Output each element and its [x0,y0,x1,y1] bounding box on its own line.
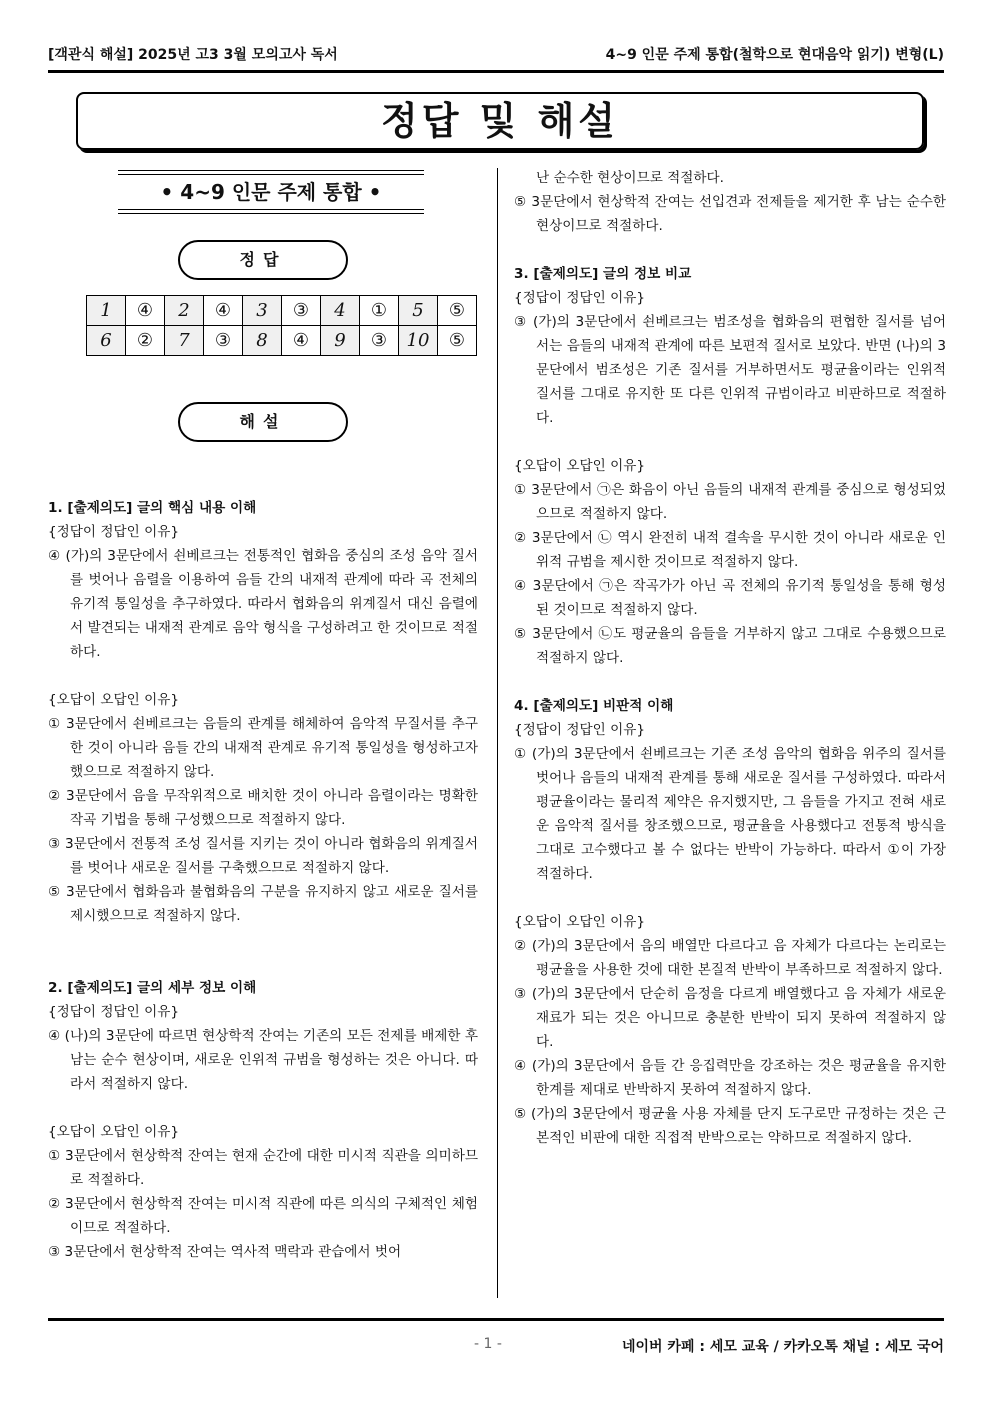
header-right: 4~9 인문 주제 통합(철학으로 현대음악 읽기) 변형(L) [605,47,944,63]
section-title-box [118,170,424,214]
right-label: {정답이 정답인 이유} [514,722,645,738]
title-box [76,92,924,150]
wrong-explanation: ③ (가)의 3문단에서 단순히 음정을 다르게 배열했다고 음 자체가 새로운 재료가 되는 것은 아니므로 충분한 반박이 되지 못하여 적절하지 않다. [514,986,946,1050]
q-number: 10 [399,326,438,356]
right-label: {정답이 정답인 이유} [48,524,179,540]
wrong-explanation: ④ 3문단에서 ㉠은 작곡가가 아닌 곡 전체의 유기적 통일성을 통해 형성된 것이므로 적절하지 않다. [514,578,946,618]
q-number: 6 [87,326,126,356]
answer-label: 정답 [239,250,287,269]
right-explanation: ④ (나)의 3문단에 따르면 현상학적 잔여는 기존의 모든 전제를 배제한 후 남는 순수 현상이며, 새로운 인위적 규범을 형성하는 것은 아니다. 따라서 적절하지 않다. [48,1028,478,1092]
wrong-explanation: ① 3문단에서 쇤베르크는 음들의 관계를 해체하여 음악적 무질서를 추구한 것이 아니라 음들 간의 내재적 관계로 유기적 통일성을 형성하고자 했으므로 적절하지 않다. [48,716,478,780]
right-label: {정답이 정답인 이유} [48,1004,179,1020]
q-answer: ⑤ [438,296,477,326]
q-number: 3 [243,296,282,326]
q-number: 1 [87,296,126,326]
right-column [514,166,946,1150]
q-answer: ④ [204,296,243,326]
q-answer: ③ [204,326,243,356]
right-explanation: ① (가)의 3문단에서 쇤베르크는 기존 조성 음악의 협화음 위주의 질서를 벗어나 음들의 내재적 관계를 통해 새로운 질서를 구성하였다. 따라서 평균율이라는 물리적 제약은 유지했지만, 그 음들을 가지고 전혀 새로운 음악적 질서를 창조했으므로, 평균율을 사용했다고 전통적 방식을 그대로 고수했다고 볼 수 없다는 반박이 가능하다. 따라서 ①이 가장 적절하다. [514,746,946,882]
right-explanation: ③ (가)의 3문단에서 쇤베르크는 범조성을 협화음의 편협한 질서를 넘어서는 음들의 내재적 관계에 따른 보편적 질서로 보았다. 반면 (나)의 3문단에서 범조성은 기존 질서를 거부하면서도 평균율이라는 인위적 질서를 그대로 유지한 또 다른 인위적 규범이라고 비판하므로 적절하다. [514,314,946,426]
question-title: 3. [출제의도] 글의 정보 비교 [514,266,692,282]
answer-table [86,295,477,356]
column-divider [497,168,498,1298]
question-title: 4. [출제의도] 비판적 이해 [514,698,674,714]
footer-credit: 네이버 카페 : 세모 교육 / 카카오톡 채널 : 세모 국어 [621,1339,944,1355]
q-answer: ④ [126,296,165,326]
section-title: • 4~9 인문 주제 통합 • [160,180,382,204]
wrong-explanation: ③ 3문단에서 전통적 조성 질서를 지키는 것이 아니라 협화음의 위계질서를 벗어나 새로운 질서를 구축했으므로 적절하지 않다. [48,836,478,876]
question-title: 1. [출제의도] 글의 핵심 내용 이해 [48,500,257,516]
wrong-explanation: ⑤ 3문단에서 현상학적 잔여는 선입견과 전제들을 제거한 후 남는 순수한 현상이므로 적절하다. [514,194,946,234]
header-left: [객관식 해설] 2025년 고3 3월 모의고사 독서 [48,47,338,63]
right-label: {정답이 정답인 이유} [514,290,645,306]
wrong-explanation: ① 3문단에서 현상학적 잔여는 현재 순간에 대한 미시적 직관을 의미하므로 적절하다. [48,1148,478,1188]
q-answer: ② [126,326,165,356]
q-answer: ① [360,296,399,326]
answer-row [87,296,477,326]
wrong-explanation: ⑤ 3문단에서 ㉡도 평균율의 음들을 거부하지 않고 그대로 수용했으므로 적절하지 않다. [514,626,946,666]
wrong-explanation: ② 3문단에서 현상학적 잔여는 미시적 직관에 따른 의식의 구체적인 체험이므로 적절하다. [48,1196,478,1236]
wrong-explanation: ② 3문단에서 음을 무작위적으로 배치한 것이 아니라 음렬이라는 명확한 작곡 기법을 통해 구성했으므로 적절하지 않다. [48,788,478,828]
question-title: 2. [출제의도] 글의 세부 정보 이해 [48,980,257,996]
q-number: 2 [165,296,204,326]
wrong-label: {오답이 오답인 이유} [48,1124,179,1140]
wrong-explanation: ③ 3문단에서 현상학적 잔여는 역사적 맥락과 관습에서 벗어 [48,1244,402,1260]
q-answer: ③ [282,296,321,326]
q-number: 5 [399,296,438,326]
q-answer: ⑤ [438,326,477,356]
wrong-explanation: ② 3문단에서 ㉡ 역시 완전히 내적 결속을 무시한 것이 아니라 새로운 인위적 규범을 제시한 것이므로 적절하지 않다. [514,530,946,570]
wrong-label: {오답이 오답인 이유} [514,914,645,930]
q-answer: ④ [282,326,321,356]
q-number: 9 [321,326,360,356]
page-title: 정답 및 해설 [381,99,619,143]
wrong-explanation: ② (가)의 3문단에서 음의 배열만 다르다고 음 자체가 다르다는 논리로는 평균율을 사용한 것에 대한 본질적 반박이 부족하므로 적절하지 않다. [514,938,946,978]
page-header [48,40,944,68]
wrong-explanation: ⑤ 3문단에서 협화음과 불협화음의 구분을 유지하지 않고 새로운 질서를 제시했으므로 적절하지 않다. [48,884,478,924]
wrong-explanation: ⑤ (가)의 3문단에서 평균율 사용 자체를 단지 도구로만 규정하는 것은 근본적인 비판에 대한 직접적 반박으로는 약하므로 적절하지 않다. [514,1106,946,1146]
left-column [48,496,478,1264]
explain-pill [178,402,348,442]
page-number: - 1 - [474,1336,502,1352]
wrong-label: {오답이 오답인 이유} [514,458,645,474]
wrong-explanation: ① 3문단에서 ㉠은 화음이 아닌 음들의 내재적 관계를 중심으로 형성되었으므로 적절하지 않다. [514,482,946,522]
right-explanation: ④ (가)의 3문단에서 쇤베르크는 전통적인 협화음 중심의 조성 음악 질서를 벗어나 음렬을 이용하여 음들 간의 내재적 관계에 따라 곡 전체의 유기적 통일성을 추구하였다. 따라서 협화음의 위계질서 대신 음렬에서 발견되는 내재적 관계로 음악 형식을 구성하려고 한 것이므로 적절하다. [48,548,478,660]
wrong-explanation: ④ (가)의 3문단에서 음들 간 응집력만을 강조하는 것은 평균율을 유지한 한계를 제대로 반박하지 못하여 적절하지 않다. [514,1058,946,1098]
wrong-explanation-continued: 난 순수한 현상이므로 적절하다. [536,170,724,186]
answer-pill [178,240,348,280]
q-answer: ③ [360,326,399,356]
header-rule [48,70,944,73]
explain-label: 해설 [239,412,287,431]
q-number: 8 [243,326,282,356]
footer-rule [48,1318,944,1321]
wrong-label: {오답이 오답인 이유} [48,692,179,708]
answer-row [87,326,477,356]
q-number: 4 [321,296,360,326]
q-number: 7 [165,326,204,356]
